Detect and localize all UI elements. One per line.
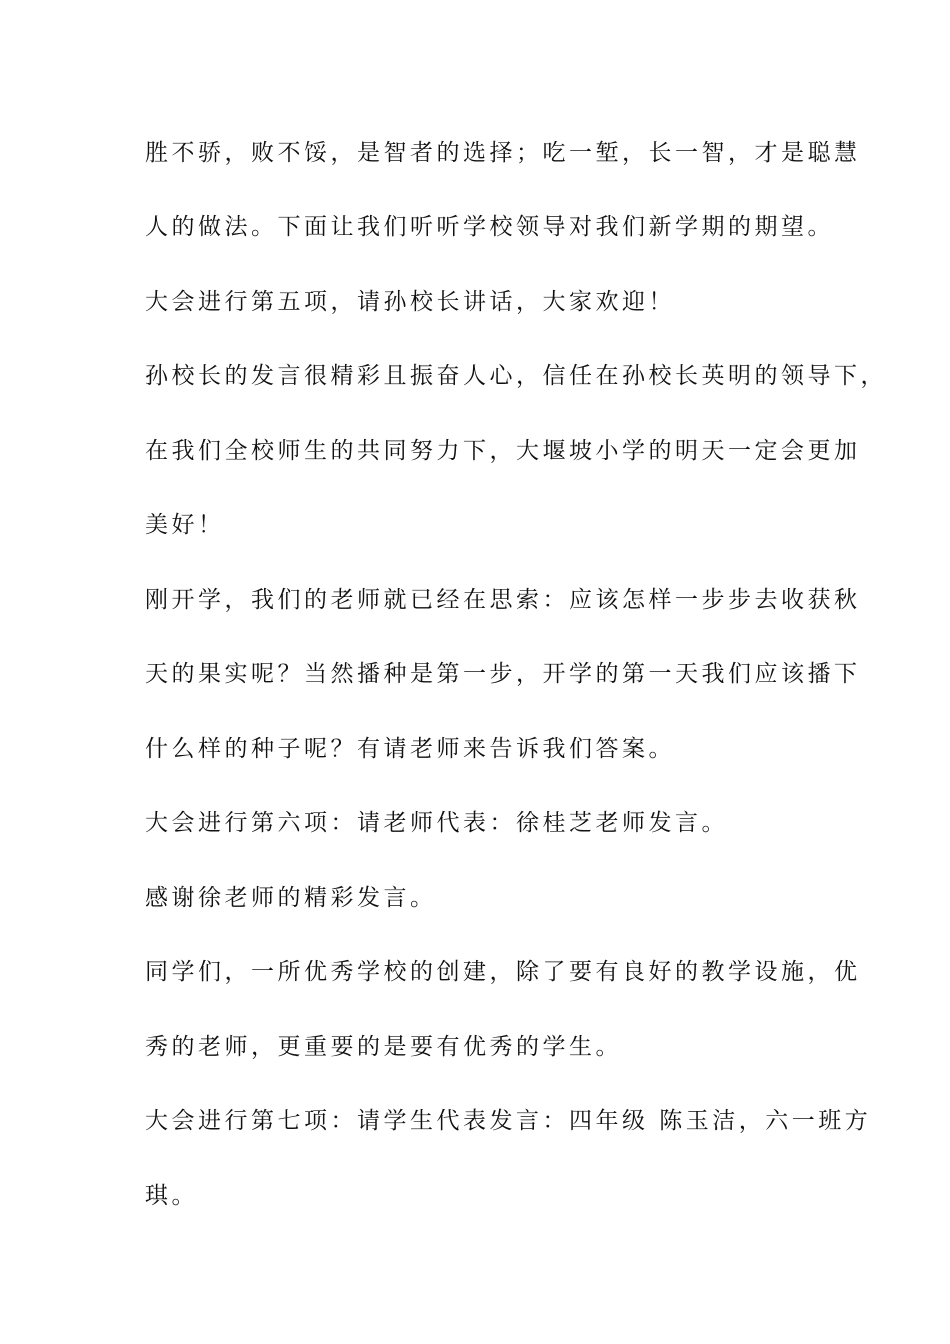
text-line: 孙校长的发言很精彩且振奋人心，信任在孙校长英明的领导下， xyxy=(145,363,887,389)
text-line: 胜不骄，败不馁，是智者的选择；吃一堑，长一智，才是聪慧 xyxy=(145,140,861,166)
text-line: 琪。 xyxy=(145,1183,198,1209)
text-line: 大会进行第七项：请学生代表发言：四年级 陈玉洁，六一班方 xyxy=(145,1108,872,1134)
text-line: 刚开学，我们的老师就已经在思索：应该怎样一步步去收获秋 xyxy=(145,587,861,613)
text-line: 大会进行第六项：请老师代表：徐桂芝老师发言。 xyxy=(145,810,728,836)
text-line: 人的做法。下面让我们听听学校领导对我们新学期的期望。 xyxy=(145,214,834,240)
text-line: 天的果实呢？当然播种是第一步，开学的第一天我们应该播下 xyxy=(145,661,861,687)
text-line: 在我们全校师生的共同努力下，大堰坡小学的明天一定会更加 xyxy=(145,438,861,464)
text-line: 同学们，一所优秀学校的创建，除了要有良好的教学设施，优 xyxy=(145,959,861,985)
text-line: 什么样的种子呢？有请老师来告诉我们答案。 xyxy=(145,736,675,762)
text-line: 美好！ xyxy=(145,512,225,538)
text-line: 感谢徐老师的精彩发言。 xyxy=(145,885,437,911)
text-line: 秀的老师，更重要的是要有优秀的学生。 xyxy=(145,1034,622,1060)
text-line: 大会进行第五项，请孙校长讲话，大家欢迎！ xyxy=(145,289,675,315)
